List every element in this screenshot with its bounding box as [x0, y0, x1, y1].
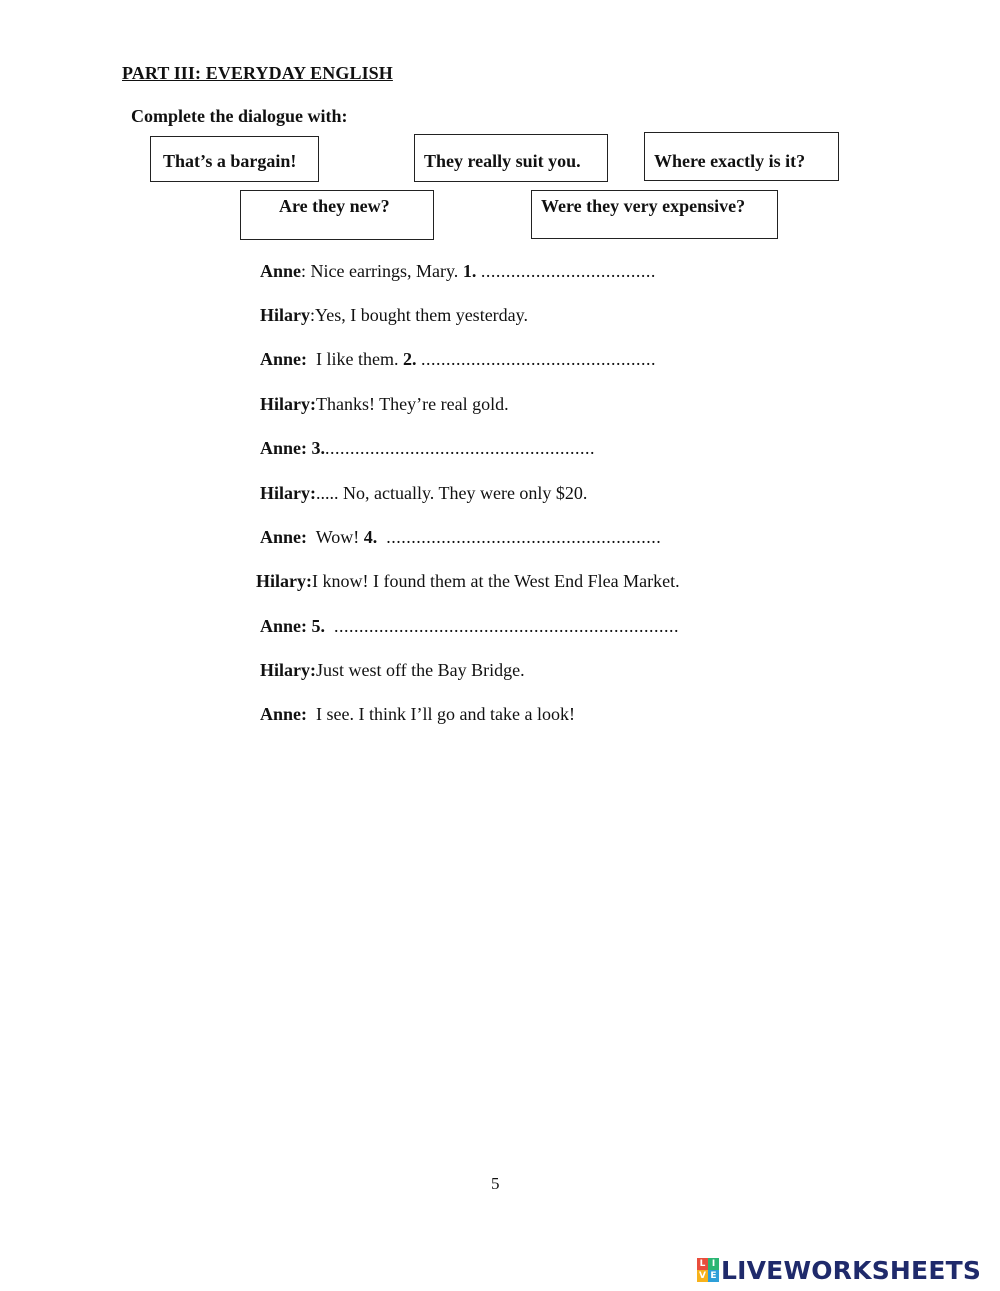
- option-box-2: [414, 134, 608, 182]
- dialogue-line-10: [260, 660, 525, 681]
- speaker: Hilary:: [260, 660, 316, 680]
- dialogue-line-8: [256, 571, 680, 592]
- speaker: Anne: [260, 261, 302, 281]
- logo-letter-i: I: [708, 1258, 719, 1270]
- speaker: Hilary:: [256, 571, 312, 591]
- question-number: 4.: [363, 527, 378, 547]
- option-label: That’s a bargain!: [163, 151, 297, 171]
- option-label: Are they new?: [279, 196, 390, 216]
- logo-mark-icon: [697, 1258, 719, 1282]
- question-number: 1.: [462, 261, 477, 281]
- answer-blank-2[interactable]: ...............................................: [421, 349, 656, 369]
- dialogue-line-4: [260, 394, 509, 415]
- speaker: Anne: 5.: [260, 616, 326, 636]
- speaker: Hilary: [260, 305, 310, 325]
- line-text: No, actually. They were only $20.: [343, 483, 588, 503]
- line-text: Yes, I bought them yesterday.: [315, 305, 528, 325]
- logo-text: LIVEWORKSHEETS: [721, 1255, 982, 1285]
- answer-blank-5[interactable]: .....................................................................: [334, 616, 680, 636]
- dialogue-line-9: [260, 616, 679, 637]
- dialogue-line-3: [260, 349, 656, 370]
- dialogue-line-11: [260, 704, 575, 725]
- line-text: I know! I found them at the West End Flea Market.: [312, 571, 680, 591]
- logo-letter-l: L: [697, 1258, 708, 1270]
- logo-letter-v: V: [697, 1270, 708, 1282]
- dialogue-line-5: [260, 438, 595, 459]
- line-text: Wow!: [315, 527, 360, 547]
- line-text: Nice earrings, Mary.: [310, 261, 459, 281]
- line-text: I see. I think I’ll go and take a look!: [316, 704, 575, 724]
- speaker: Anne:: [260, 704, 308, 724]
- answer-blank-4[interactable]: .......................................................: [386, 527, 662, 547]
- line-text: I like them.: [316, 349, 399, 369]
- speaker: Hilary:: [260, 483, 316, 503]
- liveworksheets-logo: [697, 1255, 981, 1285]
- option-label: They really suit you.: [424, 151, 581, 171]
- question-number: 2.: [403, 349, 417, 369]
- dialogue-line-2: Hilary:Yes, I bought them yesterday.: [260, 305, 528, 325]
- speaker: Anne:: [260, 527, 308, 547]
- answer-blank-3[interactable]: ......................................................: [325, 438, 596, 458]
- speaker: Hilary:: [260, 394, 316, 414]
- dialogue-line-1: Anne: Nice earrings, Mary. 1. ...................................: [260, 261, 656, 281]
- speaker: Anne:: [260, 349, 308, 369]
- logo-letter-e: E: [708, 1270, 719, 1282]
- dialogue-line-7: [260, 527, 661, 548]
- option-box-1: [150, 136, 319, 182]
- dots-prefix: .....: [316, 483, 339, 503]
- option-label: Where exactly is it?: [654, 151, 806, 171]
- dialogue-line-6: [260, 483, 587, 504]
- speaker: Anne: 3.: [260, 438, 326, 458]
- option-label: Were they very expensive?: [541, 196, 746, 216]
- option-box-4: [240, 190, 434, 240]
- line-text: Thanks! They’re real gold.: [316, 394, 509, 414]
- line-text: Just west off the Bay Bridge.: [316, 660, 525, 680]
- page-number: 5: [491, 1174, 500, 1193]
- section-heading: PART III: EVERYDAY ENGLISH: [122, 63, 393, 83]
- option-box-5: [531, 190, 778, 239]
- instruction-text: Complete the dialogue with:: [131, 106, 348, 126]
- option-box-3: [644, 132, 839, 181]
- answer-blank-1[interactable]: ...................................: [480, 261, 656, 281]
